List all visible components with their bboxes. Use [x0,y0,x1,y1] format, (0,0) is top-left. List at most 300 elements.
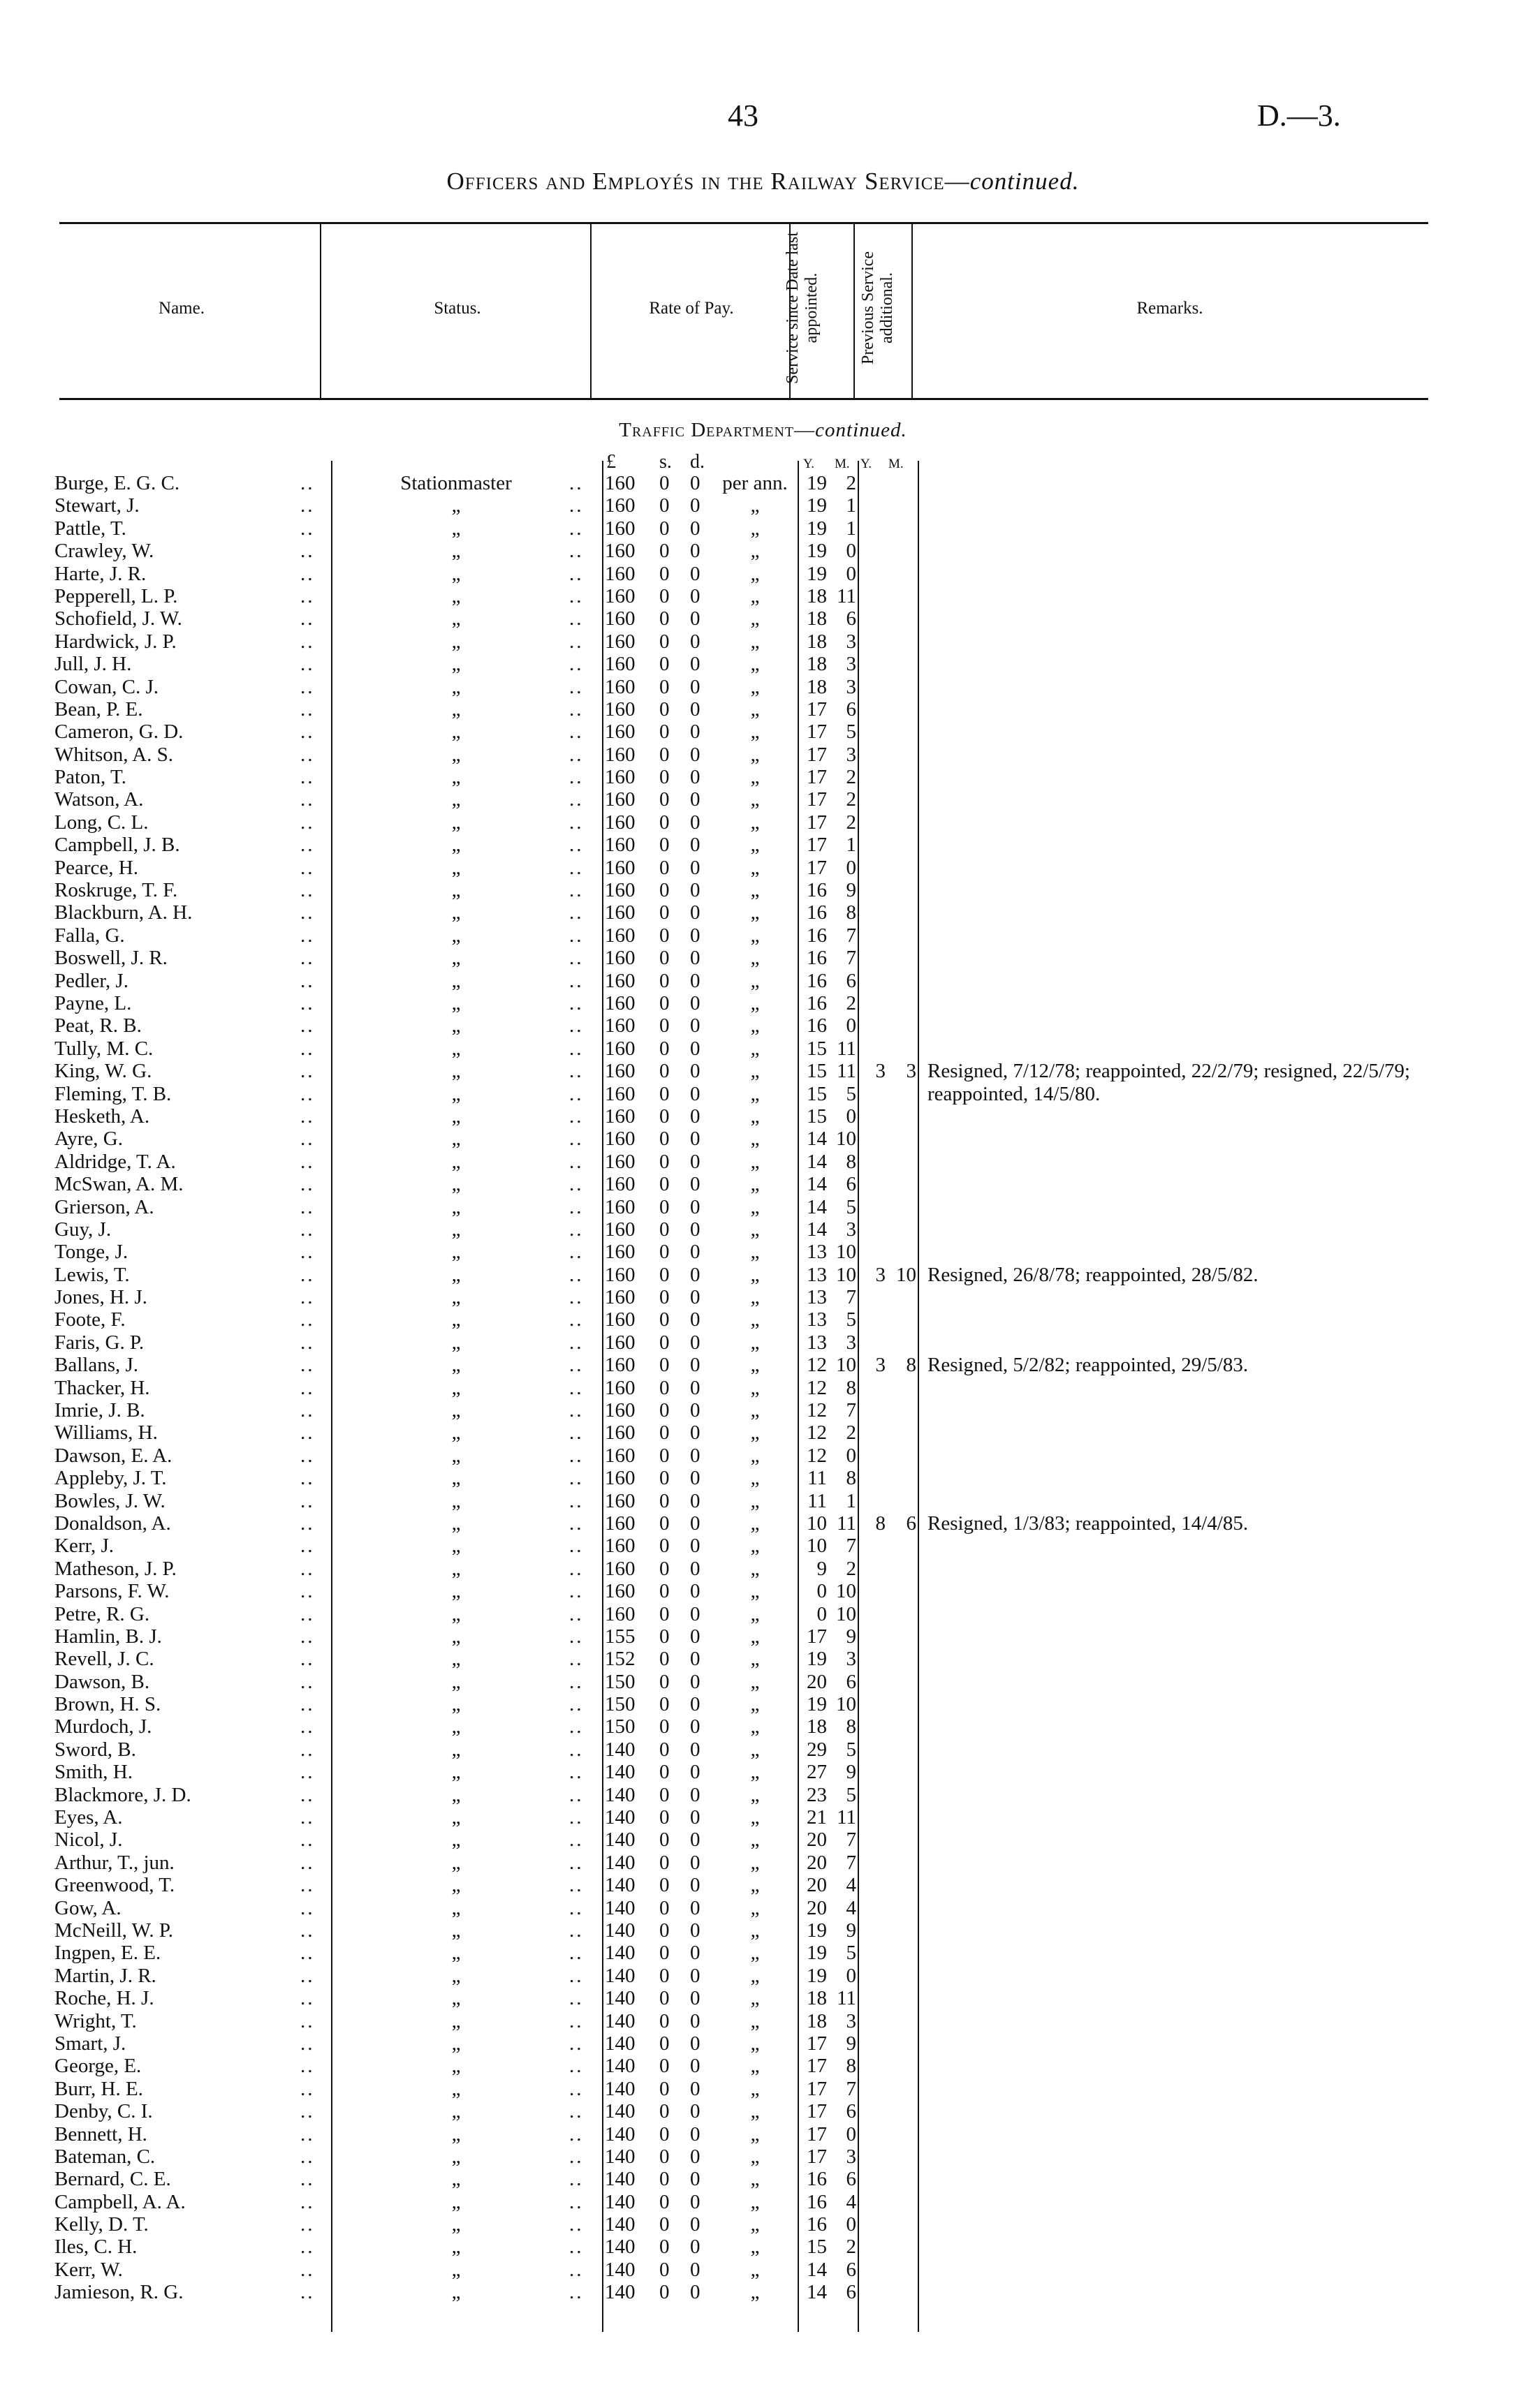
service-months: 10 [836,1263,856,1286]
pay-shillings: 0 [659,879,670,902]
employee-status: „ [451,562,461,585]
table-row [0,1715,1526,1738]
leader-dots: .. [569,1195,584,1218]
pay-pence: 0 [690,1670,700,1693]
service-months: 9 [846,1625,856,1648]
employee-status: „ [451,1648,461,1671]
leader-dots: .. [569,1602,584,1625]
pay-pounds: 140 [605,2055,636,2078]
leader-dots: .. [569,2032,584,2055]
employee-name: Peat, R. B. [54,1014,142,1037]
employee-name: Faris, G. P. [54,1331,145,1354]
leader-dots: .. [569,788,584,811]
service-months: 2 [846,811,856,834]
leader-dots: .. [569,1693,584,1716]
pay-pounds: 160 [605,1376,636,1399]
pay-pounds: 160 [605,969,636,992]
leader-dots: .. [569,811,584,834]
pay-period: „ [750,901,760,924]
pay-period: „ [750,1987,760,2010]
leader-dots: .. [569,2236,584,2259]
pay-shillings: 0 [659,1670,670,1693]
leader-dots: .. [300,2077,315,2100]
table-row [0,1445,1526,1467]
leader-dots: .. [300,834,315,857]
service-years: 17 [807,811,827,834]
pay-pence: 0 [690,1580,700,1603]
employee-status: „ [451,1919,461,1942]
leader-dots: .. [569,2009,584,2032]
pay-pence: 0 [690,2168,700,2191]
pay-pence: 0 [690,1399,700,1422]
leader-dots: .. [300,1625,315,1648]
employee-name: Petre, R. G. [54,1602,150,1625]
leader-dots: .. [569,1851,584,1874]
pay-pence: 0 [690,834,700,857]
leader-dots: .. [300,1354,315,1377]
pay-pence: 0 [690,584,700,607]
table-row [0,901,1526,924]
header-top-rule [59,222,1428,224]
service-years: 17 [807,834,827,857]
table-row [0,698,1526,721]
pay-shillings: 0 [659,1964,670,1987]
pay-pence: 0 [690,1128,700,1151]
pay-pence: 0 [690,1851,700,1874]
pay-pounds: 160 [605,947,636,970]
leader-dots: .. [300,1444,315,1467]
pay-pounds: 160 [605,697,636,721]
table-row [0,1286,1526,1308]
leader-dots: .. [569,1829,584,1852]
service-months: 0 [846,1964,856,1987]
employee-name: McNeill, W. P. [54,1919,173,1942]
employee-status: „ [451,969,461,992]
pay-pence: 0 [690,562,700,585]
employee-name: Donaldson, A. [54,1512,171,1535]
pay-pounds: 160 [605,1489,636,1512]
pay-pence: 0 [690,494,700,517]
pay-pounds: 140 [605,1761,636,1784]
employee-name: Tully, M. C. [54,1037,154,1060]
table-row [0,1399,1526,1421]
pay-pence: 0 [690,1535,700,1558]
service-months: 3 [846,743,856,766]
service-years: 17 [807,2100,827,2123]
pay-pounds: 140 [605,2145,636,2168]
service-months: 11 [837,584,856,607]
pay-shillings: 0 [659,2190,670,2213]
leader-dots: .. [569,1715,584,1738]
employee-status: „ [451,675,461,698]
employee-name: Dawson, E. A. [54,1444,173,1467]
employee-status: „ [451,1964,461,1987]
leader-dots: .. [569,1037,584,1060]
service-years: 16 [807,924,827,947]
pay-period: „ [750,1241,760,1264]
service-years: 10 [807,1535,827,1558]
service-months: 6 [846,2258,856,2281]
pay-period: „ [750,856,760,879]
employee-name: Roskruge, T. F. [54,879,178,902]
leader-dots: .. [300,1241,315,1264]
pay-shillings: 0 [659,901,670,924]
service-months: 0 [846,2122,856,2145]
employee-name: Hesketh, A. [54,1105,150,1128]
leader-dots: .. [569,1467,584,1490]
pay-shillings: 0 [659,1919,670,1942]
pay-pence: 0 [690,1037,700,1060]
service-months: 6 [846,2100,856,2123]
leader-dots: .. [300,2190,315,2213]
employee-name: Brown, H. S. [54,1693,161,1716]
pay-pence: 0 [690,1444,700,1467]
header-divider-4 [853,222,855,399]
pay-pence: 0 [690,1082,700,1105]
table-row [0,857,1526,879]
table-row [0,1580,1526,1602]
service-months: 8 [846,1715,856,1738]
leader-dots: .. [569,607,584,630]
table-row [0,540,1526,562]
service-years: 13 [807,1241,827,1264]
employee-name: Ayre, G. [54,1128,124,1151]
pay-period: „ [750,1082,760,1105]
table-row [0,1558,1526,1580]
pay-shillings: 0 [659,834,670,857]
pay-shillings: 0 [659,1874,670,1897]
table-row [0,607,1526,630]
pay-period: „ [750,1829,760,1852]
pay-period: „ [750,540,760,563]
previous-months: 6 [906,1512,916,1535]
pay-shillings: 0 [659,1715,670,1738]
leader-dots: .. [569,743,584,766]
leader-dots: .. [569,1263,584,1286]
header-divider-1 [320,222,321,399]
pay-period: „ [750,1399,760,1422]
table-row [0,1308,1526,1331]
service-months: 4 [846,1896,856,1919]
table-row [0,1987,1526,2009]
leader-dots: .. [569,721,584,744]
previous-years: 3 [875,1263,886,1286]
employee-status: „ [451,1851,461,1874]
employee-name: Boswell, J. R. [54,947,168,970]
employee-name: Watson, A. [54,788,144,811]
table-row [0,1173,1526,1195]
pay-shillings: 0 [659,1625,670,1648]
employee-name: Kelly, D. T. [54,2213,149,2236]
leader-dots: .. [569,1308,584,1331]
employee-status: „ [451,1263,461,1286]
pay-pounds: 150 [605,1670,636,1693]
employee-status: „ [451,901,461,924]
employee-status: „ [451,2009,461,2032]
employee-status: „ [451,1173,461,1196]
service-months: 6 [846,969,856,992]
employee-name: Smith, H. [54,1761,133,1784]
table-row [0,992,1526,1014]
service-months: 9 [846,2032,856,2055]
employee-name: Pepperell, L. P. [54,584,178,607]
pay-pence: 0 [690,856,700,879]
pay-pounds: 160 [605,1580,636,1603]
leader-dots: .. [300,562,315,585]
table-row [0,1490,1526,1512]
pay-pounds: 160 [605,901,636,924]
leader-dots: .. [569,2168,584,2191]
service-months: 3 [846,1331,856,1354]
leader-dots: .. [569,2077,584,2100]
pay-pounds: 160 [605,1331,636,1354]
pay-shillings: 0 [659,2168,670,2191]
leader-dots: .. [569,584,584,607]
previous-months: 8 [906,1354,916,1377]
service-years: 17 [807,766,827,789]
pay-period: „ [750,991,760,1014]
service-months: 2 [846,1421,856,1445]
employee-name: Blackmore, J. D. [54,1783,191,1806]
unit-pence: d. [690,451,705,473]
title-continued: continued. [969,168,1080,195]
leader-dots: .. [569,630,584,653]
service-years: 16 [807,991,827,1014]
service-months: 1 [846,1489,856,1512]
employee-name: Pattle, T. [54,517,126,540]
employee-name: Harte, J. R. [54,562,147,585]
pay-pence: 0 [690,1715,700,1738]
employee-status: „ [451,1806,461,1829]
employee-status: „ [451,2213,461,2236]
pay-pence: 0 [690,1874,700,1897]
pay-period: „ [750,1014,760,1037]
service-years: 18 [807,1715,827,1738]
section-continued: continued. [815,419,907,441]
pay-pounds: 160 [605,1241,636,1264]
employee-name: Hamlin, B. J. [54,1625,162,1648]
service-months: 8 [846,1150,856,1173]
header-status: Status. [434,299,481,318]
table-row [0,2123,1526,2145]
employee-name: Parsons, F. W. [54,1580,170,1603]
pay-shillings: 0 [659,517,670,540]
service-years: 16 [807,2190,827,2213]
service-months: 10 [836,1128,856,1151]
title-main: Officers and Employés in the Railway Service— [446,168,970,195]
employee-name: George, E. [54,2055,142,2078]
leader-dots: .. [569,1331,584,1354]
employee-name: Nicol, J. [54,1829,123,1852]
service-years: 17 [807,788,827,811]
employee-status: „ [451,1987,461,2010]
leader-dots: .. [569,1014,584,1037]
pay-pounds: 150 [605,1715,636,1738]
service-months: 6 [846,1670,856,1693]
pay-period: „ [750,2122,760,2145]
table-row [0,879,1526,901]
employee-status: „ [451,1489,461,1512]
pay-shillings: 0 [659,1535,670,1558]
pay-shillings: 0 [659,924,670,947]
leader-dots: .. [300,2281,315,2304]
service-months: 6 [846,2281,856,2304]
employee-name: Arthur, T., jun. [54,1851,175,1874]
pay-shillings: 0 [659,2281,670,2304]
unit-shillings: s. [659,451,672,473]
page-title [0,168,1526,195]
employee-name: Bowles, J. W. [54,1489,166,1512]
employee-name: Bean, P. E. [54,697,143,721]
pay-period: „ [750,788,760,811]
pay-pounds: 160 [605,879,636,902]
leader-dots: .. [569,856,584,879]
leader-dots: .. [300,2122,315,2145]
employee-status: „ [451,1037,461,1060]
pay-period: „ [750,1896,760,1919]
service-years: 20 [807,1874,827,1897]
table-row [0,947,1526,969]
pay-period: „ [750,697,760,721]
pay-pence: 0 [690,1308,700,1331]
pay-shillings: 0 [659,584,670,607]
table-row [0,1648,1526,1670]
leader-dots: .. [569,1421,584,1445]
service-years: 9 [816,1557,827,1580]
pay-pounds: 160 [605,562,636,585]
pay-pounds: 140 [605,1783,636,1806]
pay-period: „ [750,2258,760,2281]
table-row [0,970,1526,992]
pay-shillings: 0 [659,1512,670,1535]
service-years: 19 [807,562,827,585]
service-months: 9 [846,1761,856,1784]
pay-pounds: 160 [605,607,636,630]
service-months: 0 [846,856,856,879]
employee-status: „ [451,834,461,857]
pay-pence: 0 [690,1263,700,1286]
employee-status: „ [451,1535,461,1558]
pay-period: „ [750,2032,760,2055]
pay-pence: 0 [690,540,700,563]
leader-dots: .. [569,2145,584,2168]
pay-period: „ [750,1919,760,1942]
pay-period: „ [750,1286,760,1309]
unit-prev-years: Y. [860,457,872,471]
service-months: 5 [846,1783,856,1806]
table-row [0,1331,1526,1354]
pay-pounds: 160 [605,721,636,744]
pay-pounds: 160 [605,1512,636,1535]
employee-name: Foote, F. [54,1308,126,1331]
table-row [0,1852,1526,1874]
leader-dots: .. [569,924,584,947]
service-months: 8 [846,2055,856,2078]
header-service: Service since Date last appointed. [784,232,821,384]
pay-shillings: 0 [659,1738,670,1761]
employee-name: Campbell, A. A. [54,2190,186,2213]
leader-dots: .. [300,1761,315,1784]
employee-name: Aldridge, T. A. [54,1150,176,1173]
service-months: 8 [846,1376,856,1399]
pay-pounds: 160 [605,472,636,494]
table-row [0,1421,1526,1444]
pay-shillings: 0 [659,1987,670,2010]
pay-shillings: 0 [659,766,670,789]
pay-pounds: 160 [605,743,636,766]
pay-shillings: 0 [659,1263,670,1286]
leader-dots: .. [300,1263,315,1286]
service-months: 9 [846,1919,856,1942]
service-months: 8 [846,901,856,924]
pay-pounds: 160 [605,924,636,947]
pay-period: „ [750,947,760,970]
service-months: 10 [836,1693,856,1716]
employee-status: „ [451,766,461,789]
pay-shillings: 0 [659,2055,670,2078]
service-years: 14 [807,1150,827,1173]
service-months: 11 [837,1806,856,1829]
table-row [0,2281,1526,2303]
pay-period: „ [750,1060,760,1083]
service-years: 12 [807,1376,827,1399]
employee-status: „ [451,1444,461,1467]
employee-name: Hardwick, J. P. [54,630,177,653]
header-remarks: Remarks. [1136,299,1203,318]
service-years: 18 [807,607,827,630]
table-row [0,1535,1526,1557]
leader-dots: .. [300,721,315,744]
employee-status: „ [451,879,461,902]
pay-pounds: 160 [605,1105,636,1128]
service-months: 5 [846,1942,856,1965]
service-years: 20 [807,1896,827,1919]
service-months: 6 [846,2168,856,2191]
pay-pence: 0 [690,2281,700,2304]
employee-status: „ [451,1399,461,1422]
pay-pence: 0 [690,472,700,494]
pay-shillings: 0 [659,991,670,1014]
service-months: 0 [846,2213,856,2236]
service-years: 17 [807,856,827,879]
service-months: 7 [846,1851,856,1874]
leader-dots: .. [300,472,315,494]
pay-period: „ [750,1195,760,1218]
employee-status: „ [451,2122,461,2145]
employee-name: Lewis, T. [54,1263,130,1286]
pay-pence: 0 [690,1489,700,1512]
pay-period: „ [750,1173,760,1196]
table-row [0,2191,1526,2213]
pay-shillings: 0 [659,1421,670,1445]
leader-dots: .. [300,2145,315,2168]
service-years: 15 [807,1082,827,1105]
pay-pence: 0 [690,1195,700,1218]
table-row [0,1942,1526,1964]
pay-pence: 0 [690,901,700,924]
employee-status: „ [451,1896,461,1919]
pay-shillings: 0 [659,1467,670,1490]
employee-status: „ [451,2190,461,2213]
leader-dots: .. [300,1173,315,1196]
leader-dots: .. [569,1806,584,1829]
pay-shillings: 0 [659,607,670,630]
table-row [0,1354,1526,1376]
employee-status: „ [451,856,461,879]
employee-status: „ [451,721,461,744]
table-row [0,1671,1526,1693]
pay-pence: 0 [690,743,700,766]
